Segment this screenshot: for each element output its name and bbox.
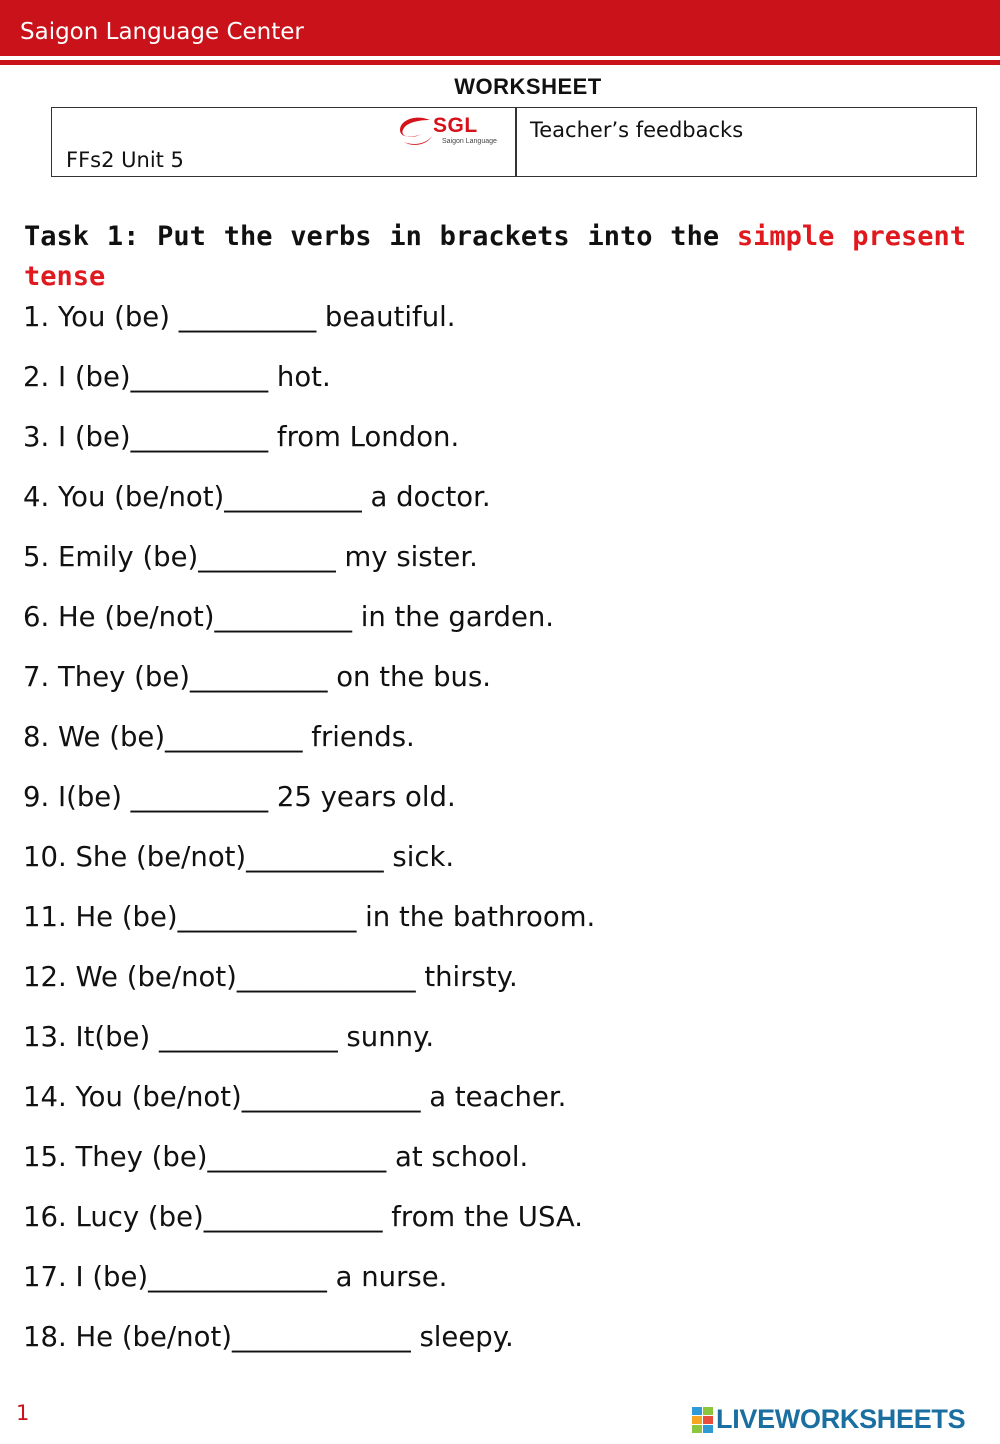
table-divider <box>515 108 517 176</box>
exercise-item: 10. She (be/not)__________ sick. <box>23 841 455 873</box>
exercise-item: 5. Emily (be)__________ my sister. <box>23 541 478 573</box>
task-prefix: Task 1: Put the verbs in brackets into the <box>24 221 737 252</box>
sgl-logo <box>396 114 511 150</box>
exercise-item: 9. I(be) __________ 25 years old. <box>23 781 456 813</box>
swoosh-icon <box>396 114 436 150</box>
exercise-item: 18. He (be/not)_____________ sleepy. <box>23 1321 514 1353</box>
exercise-item: 6. He (be/not)__________ in the garden. <box>23 601 555 633</box>
exercise-item: 3. I (be)__________ from London. <box>23 421 460 453</box>
exercise-item: 7. They (be)__________ on the bus. <box>23 661 492 693</box>
exercise-item: 11. He (be)_____________ in the bathroom. <box>23 901 596 933</box>
header-bar <box>0 0 1000 56</box>
exercise-item: 4. You (be/not)__________ a doctor. <box>23 481 491 513</box>
logo-subtext: Saigon Language <box>442 138 497 145</box>
exercise-list <box>23 297 595 1377</box>
exercise-item: 2. I (be)__________ hot. <box>23 361 331 393</box>
center-name: Saigon Language Center <box>20 19 304 45</box>
exercise-item: 16. Lucy (be)_____________ from the USA. <box>23 1201 583 1233</box>
unit-label: FFs2 Unit 5 <box>66 148 184 172</box>
exercise-item: 8. We (be)__________ friends. <box>23 721 415 753</box>
liveworksheets-brand: LIVEWORKSHEETS <box>716 1404 966 1434</box>
exercise-item: 15. They (be)_____________ at school. <box>23 1141 529 1173</box>
header-rule <box>0 60 1000 65</box>
task-instruction <box>24 217 966 297</box>
liveworksheets-icon <box>692 1407 714 1433</box>
exercise-item: 1. You (be) __________ beautiful. <box>23 301 456 333</box>
exercise-item: 13. It(be) _____________ sunny. <box>23 1021 435 1053</box>
info-table <box>51 107 977 177</box>
worksheet-label: WORKSHEET <box>454 74 602 99</box>
exercise-item: 14. You (be/not)_____________ a teacher. <box>23 1081 567 1113</box>
logo-text: SGL <box>433 114 478 137</box>
task-highlight: simple present tense <box>24 221 966 292</box>
page-number: 1 <box>16 1401 30 1425</box>
exercise-item: 12. We (be/not)_____________ thirsty. <box>23 961 518 993</box>
exercise-item: 17. I (be)_____________ a nurse. <box>23 1261 448 1293</box>
teacher-feedback-label: Teacher’s feedbacks <box>530 118 744 142</box>
